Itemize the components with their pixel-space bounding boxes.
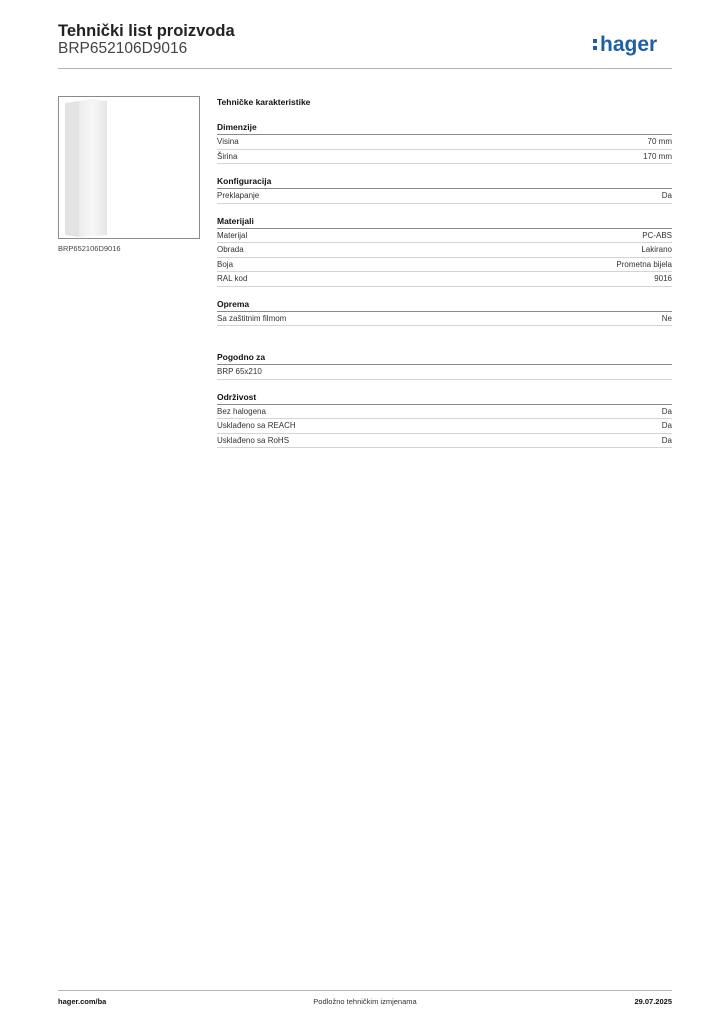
product-image-caption: BRP652106D9016 [58,244,121,253]
spec-label: RAL kod [217,274,248,283]
spec-group-dimensions [217,120,672,164]
logo-text: hager [600,33,658,56]
spec-label: Obrada [217,245,244,254]
spec-value: Lakirano [641,245,672,254]
footer-website-link[interactable]: hager.com/ba [58,997,107,1006]
spec-group-sustainability [217,390,672,449]
hager-logo [592,30,672,58]
spec-label: Visina [217,137,239,146]
spec-group-title: Pogodno za [217,350,672,365]
spec-label: Sa zaštitnim filmom [217,313,287,323]
product-image [58,96,200,239]
product-image-drawing [59,97,199,238]
footer-note: Podložno tehničkim izmjenama [313,997,417,1006]
spec-value: Prometna bijela [616,259,672,269]
page-header [58,20,672,70]
spec-group-title: Održivost [217,390,672,405]
header-divider [58,68,672,69]
spec-group-materials [217,214,672,287]
spec-row [217,434,672,449]
footer-divider [58,990,672,991]
spec-group-title: Materijali [217,214,672,229]
spec-value: 170 mm [643,151,672,161]
spec-row [217,258,672,273]
spec-group-suitable-for [217,350,672,380]
spec-row [217,150,672,165]
spec-label: BRP 65x210 [217,367,262,376]
spec-label: Bez halogena [217,406,266,416]
page-title: Tehnički list proizvoda [58,22,235,40]
footer-date: 29.07.2025 [634,997,672,1006]
spec-value: Ne [661,313,672,323]
spec-row [217,229,672,244]
spec-value: Da [661,406,672,416]
spec-row [217,312,672,327]
spec-row [217,189,672,204]
spec-value: 70 mm [647,137,672,146]
spec-row [217,135,672,150]
spec-label: Boja [217,259,234,269]
spec-row [217,272,672,287]
spec-group-configuration [217,174,672,204]
product-code-title: BRP652106D9016 [58,40,188,57]
spec-value: Da [661,191,672,200]
spec-row [217,365,672,380]
specs-title: Tehničke karakteristike [217,97,311,107]
technical-specifications [217,96,672,458]
spec-row [217,419,672,434]
spec-group-title: Dimenzije [217,120,672,135]
spec-value: 9016 [654,274,672,283]
spec-label: Preklapanje [217,191,260,200]
spec-row [217,243,672,258]
spec-group-title: Konfiguracija [217,174,672,189]
spec-label: Usklađeno sa REACH [217,421,296,430]
spec-label: Materijal [217,230,248,240]
spec-value: Da [661,421,672,430]
spec-label: Širina [217,151,238,161]
spec-value: Da [661,435,672,445]
spec-group-title: Oprema [217,297,672,312]
spec-label: Usklađeno sa RoHS [217,435,290,445]
spec-group-equipment [217,297,672,327]
spec-row [217,405,672,420]
spec-value: PC-ABS [642,230,672,240]
